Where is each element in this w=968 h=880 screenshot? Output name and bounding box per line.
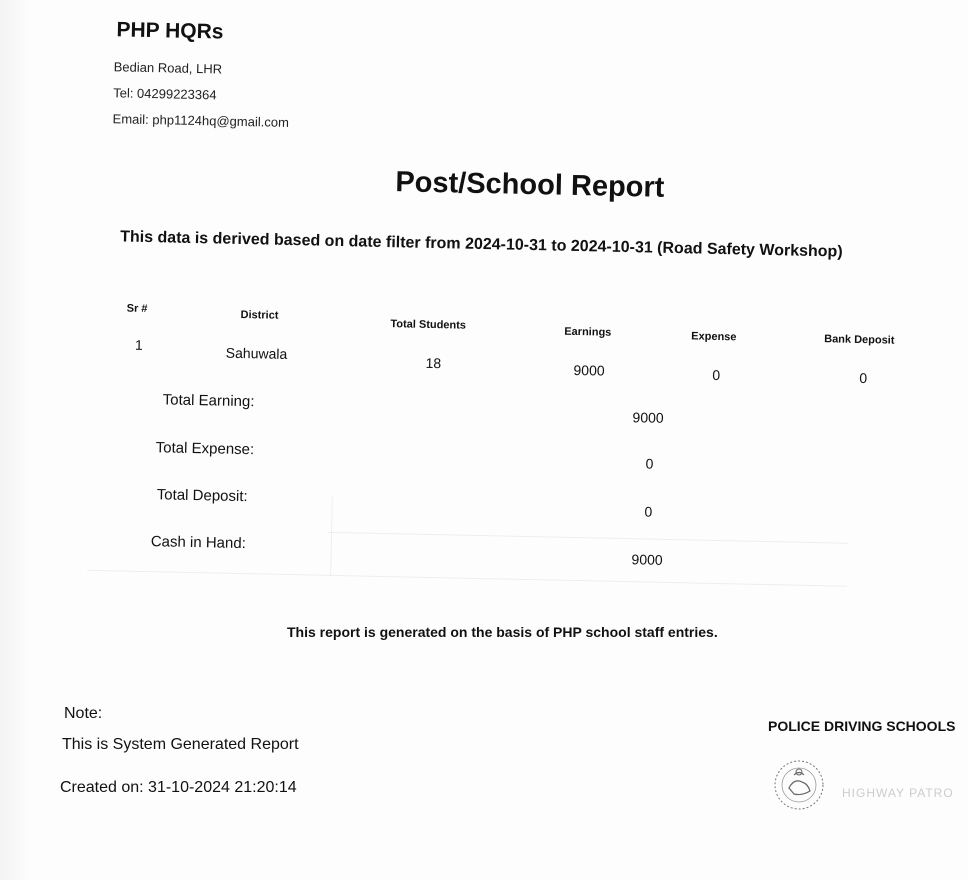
note-label: Note: [64, 705, 103, 722]
col-header-bank-deposit: Bank Deposit [824, 333, 895, 347]
note-text: This is System Generated Report [62, 736, 299, 753]
col-header-district: District [240, 308, 279, 322]
col-header-earnings: Earnings [564, 325, 612, 339]
cash-in-hand-label: Cash in Hand: [150, 533, 247, 553]
table-cell-bank-deposit: 0 [859, 369, 868, 387]
total-deposit-label: Total Deposit: [156, 486, 248, 506]
highway-patrol-seal-icon [772, 758, 826, 812]
summary-column-divider [330, 497, 333, 577]
org-name: PHP HQRs [116, 18, 224, 44]
total-expense-value: 0 [645, 455, 654, 472]
table-cell-sr: 1 [134, 336, 143, 353]
total-expense-label: Total Expense: [155, 439, 255, 459]
seal-text: HIGHWAY PATRO [842, 786, 954, 800]
total-earning-label: Total Earning: [162, 391, 255, 411]
table-cell-earnings: 9000 [573, 361, 605, 379]
total-earning-value: 9000 [632, 409, 664, 426]
report-title: Post/School Report [395, 166, 665, 204]
report-basis-note: This report is generated on the basis of PHP school staff entries. [287, 624, 718, 640]
table-bottom-border [87, 570, 847, 587]
org-tel: Tel: 04299223364 [113, 85, 217, 103]
org-email: Email: php1124hq@gmail.com [112, 111, 290, 130]
table-cell-expense: 0 [712, 366, 721, 384]
col-header-total-students: Total Students [390, 318, 467, 332]
table-cell-district: Sahuwala [225, 344, 288, 362]
org-address: Bedian Road, LHR [113, 59, 223, 77]
col-header-expense: Expense [691, 330, 737, 344]
total-deposit-value: 0 [644, 503, 653, 520]
cash-in-hand-value: 9000 [631, 551, 663, 568]
report-subtitle: This data is derived based on date filter from 2024-10-31 to 2024-10-31 (Road Safety Workshop) [119, 228, 843, 261]
table-cell-total-students: 18 [425, 354, 442, 372]
col-header-sr: Sr # [126, 302, 148, 316]
created-on: Created on: 31-10-2024 21:20:14 [60, 779, 297, 796]
org-footer-label: POLICE DRIVING SCHOOLS [768, 718, 956, 734]
summary-divider [328, 532, 848, 544]
